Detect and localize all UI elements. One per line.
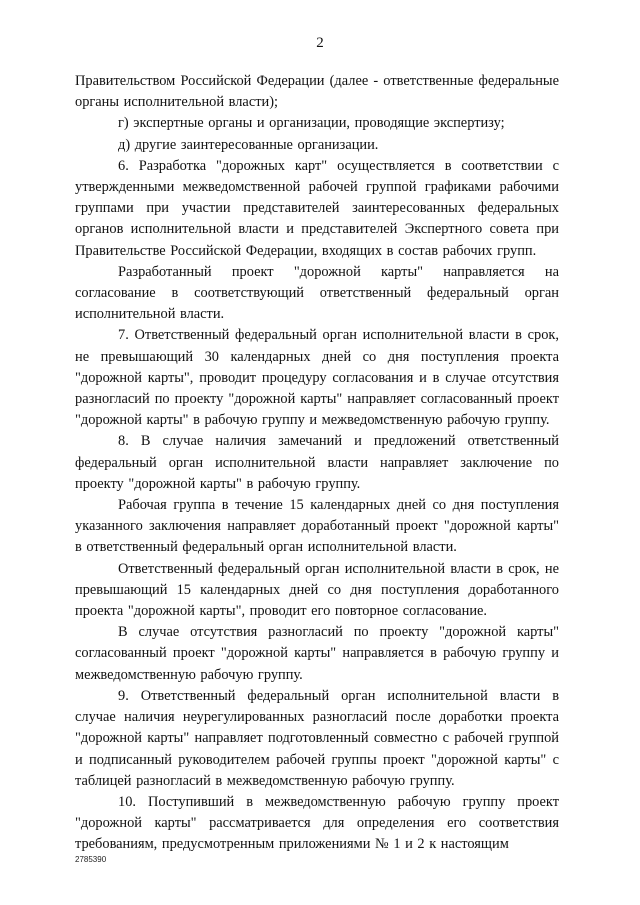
paragraph-8-reapproval: Ответственный федеральный орган исполнительной власти в срок, не превышающий 15 календарных дней со дня поступления доработанного проекта "дорожной карты", проводит его повторное согласование. [75, 560, 559, 620]
paragraph-continuation: Правительством Российской Федерации (далее - ответственные федеральные органы исполнительной власти); [75, 73, 559, 111]
paragraph-8: 8. В случае наличия замечаний и предложений ответственный федеральный орган исполнительной власти направляет заключение по проекту "дорожной карты" в рабочую группу. [75, 433, 559, 492]
paragraph-7: 7. Ответственный федеральный орган исполнительной власти в срок, не превышающий 30 календарных дней со дня поступления проекта "дорожной карты", проводит процедуру согласования и в случае отсутствия разногласий по проекту "дорожной карты" направляет согласованный проект "дорожной карты" в рабочую группу и межведомственную рабочую группу. [75, 327, 559, 429]
document-code: 2785390 [75, 855, 107, 864]
paragraph-item-d: д) другие заинтересованные организации. [118, 136, 379, 153]
page-number: 2 [316, 35, 324, 51]
paragraph-8-no-disagreements: В случае отсутствия разногласий по проекту "дорожной карты" согласованный проект "дорожной карты" направляется в рабочую группу и межведомственную рабочую группу. [75, 624, 559, 683]
paragraph-6-project: Разработанный проект "дорожной карты" направляется на согласование в соответствующий ответственный федеральный орган исполнительной власти. [75, 263, 559, 323]
paragraph-8-working-group: Рабочая группа в течение 15 календарных дней со дня поступления указанного заключения направляет доработанный проект "дорожной карты" в ответственный федеральный орган исполнительной власти. [75, 497, 559, 556]
paragraph-9: 9. Ответственный федеральный орган исполнительной власти в случае наличия неурегулированных разногласий после доработки проекта "дорожной карты" направляет подготовленный совместно с рабочей группой и подписанный руководителем рабочей группы проект "дорожной карты" с таблицей разногласий в межведомственную рабочую группу. [75, 687, 559, 789]
paragraph-item-g: г) экспертные органы и организации, проводящие экспертизу; [118, 115, 505, 132]
document-body [75, 71, 559, 856]
paragraph-6: 6. Разработка "дорожных карт" осуществляется в соответствии с утвержденными межведомственной рабочей группой графиками рабочими группами при участии представителей заинтересованных федеральных органов исполнительной власти и представителей Экспертного совета при Правительстве Российской Федерации, входящих в состав рабочих групп. [75, 157, 559, 259]
paragraph-10: 10. Поступивший в межведомственную рабочую группу проект "дорожной карты" рассматривается для определения его соответствия требованиям, предусмотренным приложениями № 1 и 2 к настоящим [75, 793, 559, 853]
